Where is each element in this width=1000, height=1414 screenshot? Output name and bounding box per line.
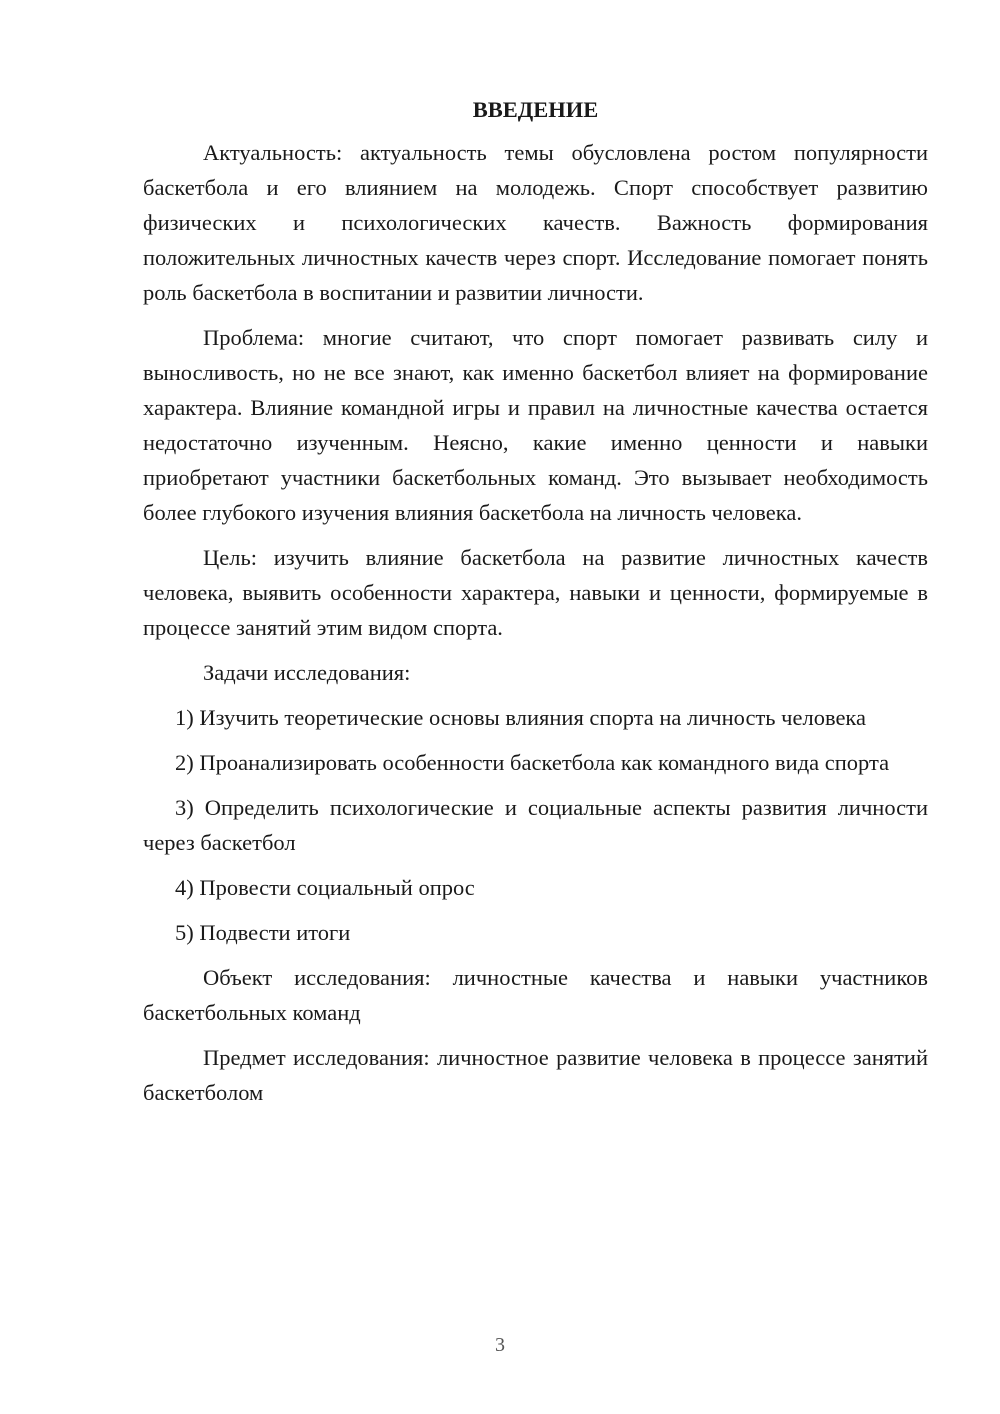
task-item-4: 4) Провести социальный опрос [175, 875, 475, 900]
section-title: ВВЕДЕНИЕ [472, 97, 599, 122]
paragraph-problem: Проблема: многие считают, что спорт помогает развивать силу и выносливость, но не все знают, как именно баскетбол влияет на формирование характера. Влияние командной игры и правил на личностные качества остается недостаточно изученным. Неясно, какие именно ценности и навыки приобретают участники баскетбольных команд. Это вызывает необходимость более глубокого изучения влияния баскетбола на личность человека. [143, 325, 928, 525]
document-page [143, 95, 928, 1120]
paragraph-goal: Цель: изучить влияние баскетбола на развитие личностных качеств человека, выявить особенности характера, навыки и ценности, формируемые в процессе занятий этим видом спорта. [143, 545, 928, 640]
paragraph-object: Объект исследования: личностные качества и навыки участников баскетбольных команд [143, 965, 928, 1025]
task-item-1: 1) Изучить теоретические основы влияния спорта на личность человека [175, 705, 867, 730]
paragraph-subject: Предмет исследования: личностное развитие человека в процессе занятий баскетболом [143, 1045, 928, 1105]
task-item-3: 3) Определить психологические и социальные аспекты развития личности через баскетбол [143, 795, 928, 855]
tasks-heading: Задачи исследования: [203, 660, 411, 685]
task-item-2: 2) Проанализировать особенности баскетбола как командного вида спорта [175, 750, 890, 775]
tasks-list [143, 700, 928, 950]
page-number: 3 [495, 1334, 505, 1356]
paragraph-actuality: Актуальность: актуальность темы обусловлена ростом популярности баскетбола и его влиянием на молодежь. Спорт способствует развитию физических и психологических качеств. Важность формирования положительных личностных качеств через спорт. Исследование помогает понять роль баскетбола в воспитании и развитии личности. [143, 140, 928, 305]
task-item-5: 5) Подвести итоги [175, 920, 351, 945]
